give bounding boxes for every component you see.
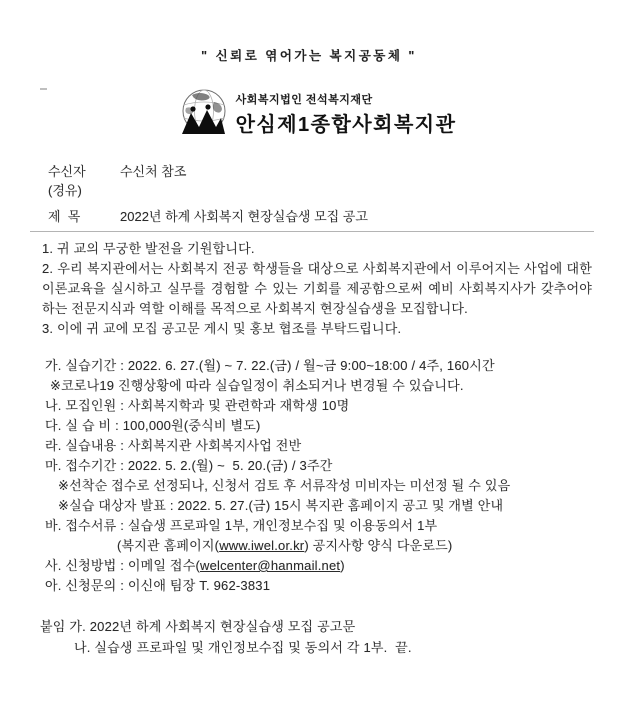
org-center-name: 안심제1종합사회복지관 xyxy=(235,114,457,136)
download-note-suffix: ) 공지사항 양식 다운로드) xyxy=(304,538,453,553)
org-names xyxy=(236,91,457,137)
subject-row xyxy=(48,207,618,226)
subject-divider-line xyxy=(30,231,594,232)
paragraph-3: 3. 이에 귀 교에 모집 공고문 게시 및 홍보 협조를 부탁드립니다. xyxy=(42,321,402,336)
detail-content: 라. 실습내용 : 사회복지관 사회복지사업 전반 xyxy=(45,438,302,453)
detail-selection-note: ※선착순 접수로 선정되나, 신청서 검토 후 서류작성 미비자는 미선정 될 수 있음 xyxy=(58,478,511,493)
email-address: welcenter@hanmail.net xyxy=(199,558,341,573)
attachment-item-2: 나. 실습생 프로파일 및 개인정보수집 및 동의서 각 1부. 끝. xyxy=(74,640,412,655)
org-foundation-name: 사회복지법인 전석복지재단 xyxy=(235,94,373,106)
document-header-fields xyxy=(0,162,618,226)
detail-recruit-count: 나. 모집인원 : 사회복지학과 및 관련학과 재학생 10명 xyxy=(45,398,350,413)
globe-with-figures-icon xyxy=(178,88,230,140)
apply-method-suffix: ) xyxy=(340,558,345,573)
download-note-prefix: (복지관 홈페이지( xyxy=(117,538,220,553)
org-logo-block xyxy=(8,88,618,140)
detail-covid-note: ※코로나19 진행상황에 따라 실습일정이 취소되거나 변경될 수 있습니다. xyxy=(50,378,464,393)
detail-announcement-note: ※실습 대상자 발표 : 2022. 5. 27.(금) 15시 복지관 홈페이지 공고 및 개별 안내 xyxy=(58,498,504,513)
paragraph-1: 1. 귀 교의 무궁한 발전을 기원합니다. xyxy=(42,241,255,256)
detail-fee: 다. 실 습 비 : 100,000원(중식비 별도) xyxy=(45,418,261,433)
recipient-row xyxy=(48,162,618,181)
recipient-label: 수신자 xyxy=(48,164,86,179)
apply-method-prefix: 사. 신청방법 : 이메일 접수( xyxy=(45,558,200,573)
subject-label: 제 목 xyxy=(48,209,81,224)
letter-body xyxy=(0,239,618,339)
recruitment-details-list xyxy=(0,356,618,596)
attachment-item-1: 붙임 가. 2022년 하계 사회복지 현장실습생 모집 공고문 xyxy=(40,619,356,634)
website-url: www.iwel.or.kr xyxy=(219,538,305,553)
detail-required-documents: 바. 접수서류 : 실습생 프로파일 1부, 개인정보수집 및 이용동의서 1부 xyxy=(45,518,438,533)
detail-application-period: 마. 접수기간 : 2022. 5. 2.(월) ~ 5. 20.(금) / 3주간 xyxy=(45,458,333,473)
paragraph-2: 2. 우리 복지관에서는 사회복지 전공 학생들을 대상으로 사회복지관에서 이루어지는 사업에 대한 이론교육을 실시하고 실무를 경험할 수 있는 기회를 제공함으로써 예비 사회복지사가 갖추어야 하는 전문지식과 역할 이해를 목적으로 사회복지 현장실습생을 모집합니다. xyxy=(42,261,592,316)
detail-contact: 아. 신청문의 : 이신애 팀장 T. 962-3831 xyxy=(45,578,271,593)
detail-apply-method xyxy=(45,556,598,576)
detail-training-period: 가. 실습기간 : 2022. 6. 27.(월) ~ 7. 22.(금) / 월~금 9:00~18:00 / 4주, 160시간 xyxy=(45,358,495,373)
attachments-section xyxy=(0,616,618,658)
scan-artifact-mark xyxy=(40,88,47,90)
recipient-value: 수신처 참조 xyxy=(120,164,187,179)
via-label: (경유) xyxy=(48,183,82,198)
slogan-text: " 신뢰로 엮어가는 복지공동체 " xyxy=(201,49,417,63)
detail-download-note xyxy=(45,536,598,556)
subject-value: 2022년 하계 사회복지 현장실습생 모집 공고 xyxy=(120,209,368,224)
